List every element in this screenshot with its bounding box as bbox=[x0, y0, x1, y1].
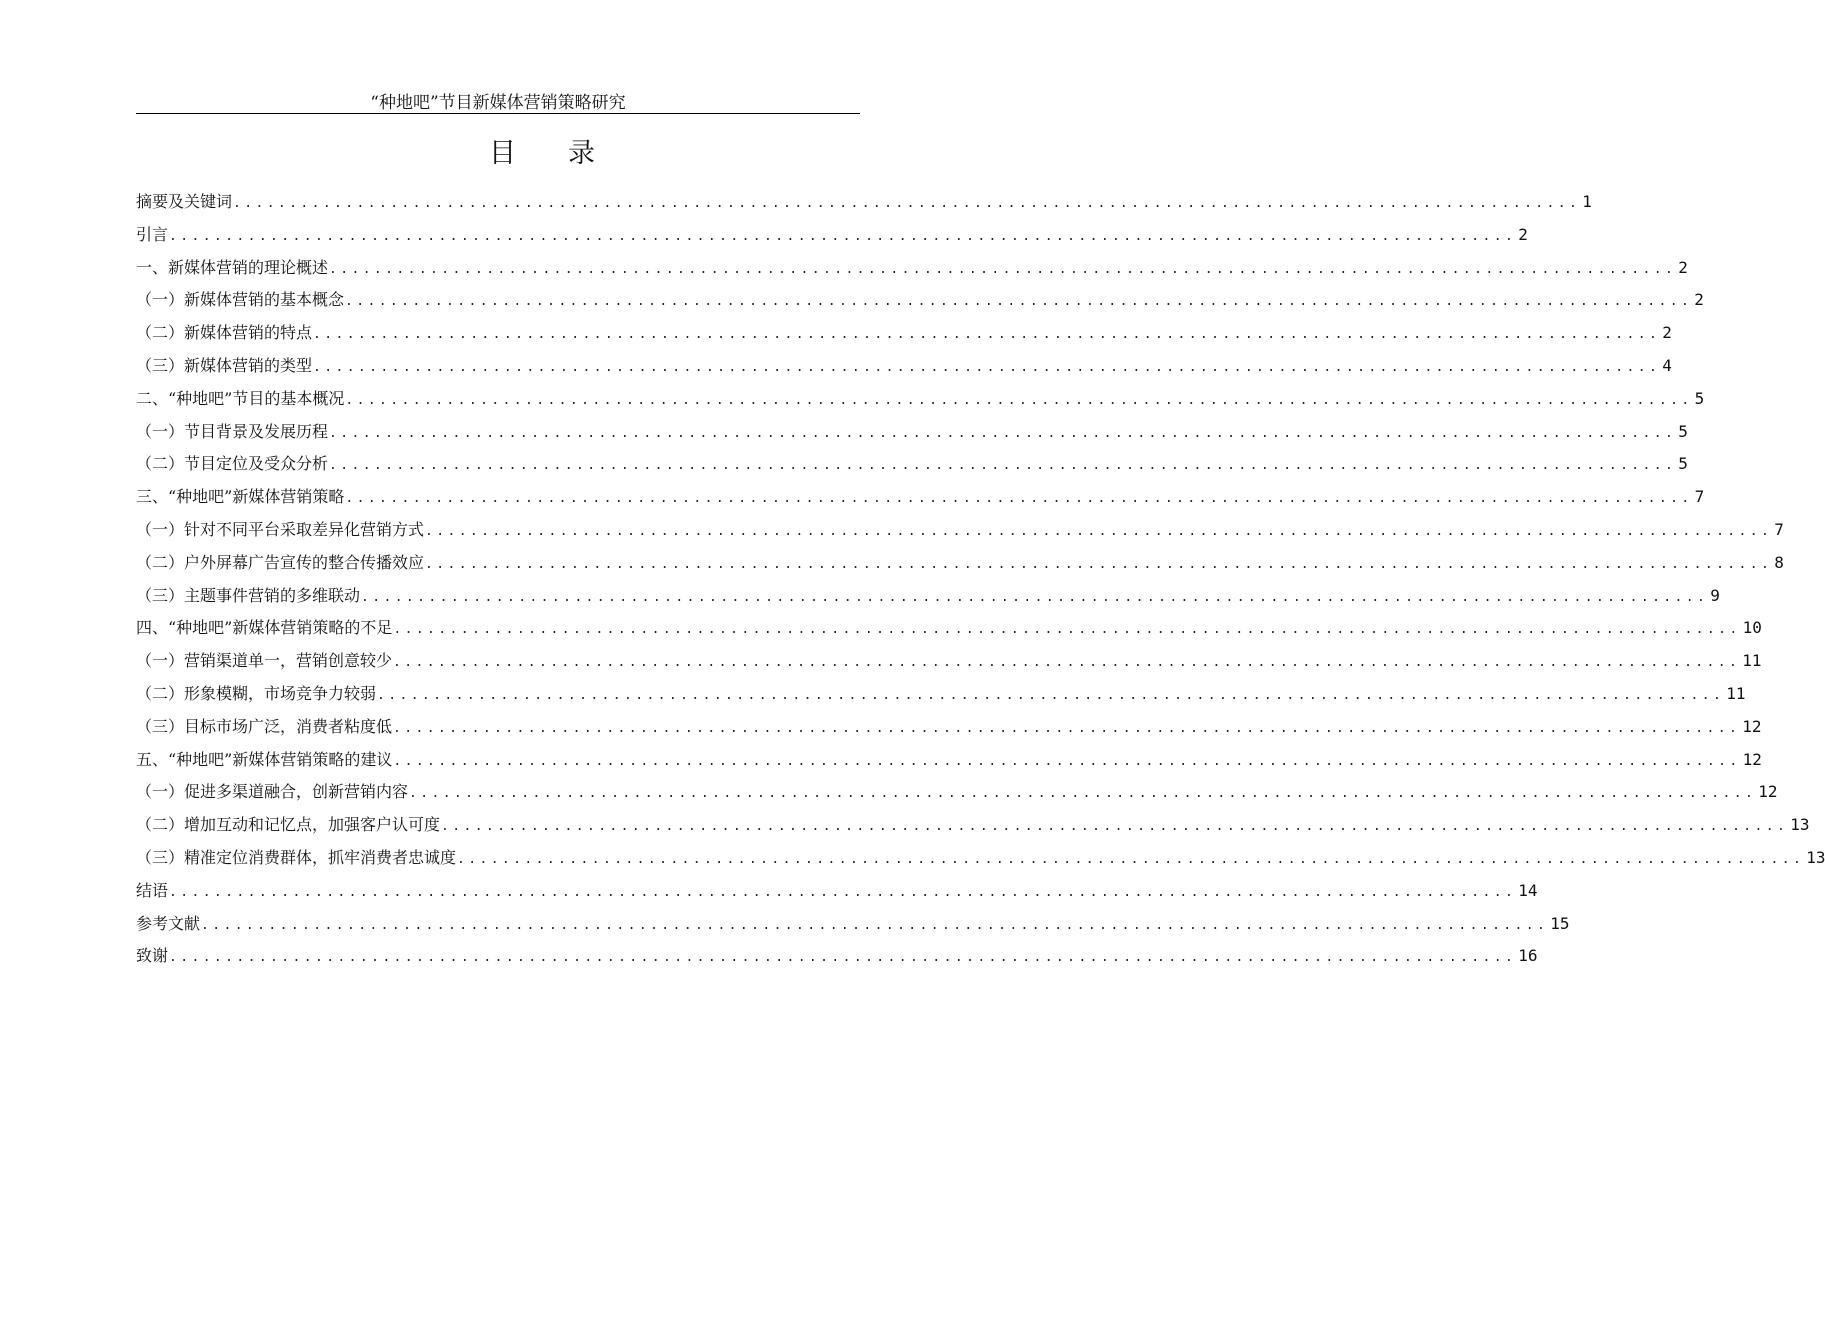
toc-entry[interactable] bbox=[136, 580, 1720, 613]
toc-title-left: 目 bbox=[489, 138, 516, 169]
toc-entry[interactable] bbox=[136, 612, 1762, 645]
toc-dot-leader: ........................................................................................................................ bbox=[169, 950, 1517, 966]
toc-dot-leader: ........................................................................................................................ bbox=[457, 851, 1805, 867]
toc-entry-label: （一）营销渠道单一，营销创意较少 bbox=[136, 651, 393, 671]
toc-entry[interactable] bbox=[136, 678, 1746, 711]
toc-entry-page: 2 bbox=[1518, 224, 1528, 244]
toc-entry-page: 5 bbox=[1694, 388, 1705, 408]
toc-entry-label: （二）户外屏幕广告宣传的整合传播效应 bbox=[136, 552, 425, 572]
toc-entry-page: 14 bbox=[1518, 880, 1538, 900]
toc-entry-label: （二）增加互动和记忆点，加强客户认可度 bbox=[136, 815, 441, 835]
toc-entry-label: （三）目标市场广泛，消费者粘度低 bbox=[136, 716, 393, 736]
running-header: “种地吧”节目新媒体营销策略研究 bbox=[370, 93, 626, 113]
toc-entry-page: 4 bbox=[1662, 355, 1672, 375]
toc-dot-leader: ........................................................................................................................ bbox=[345, 294, 1693, 310]
toc-entry-label: （一）针对不同平台采取差异化营销方式 bbox=[136, 519, 425, 539]
toc-entry[interactable] bbox=[136, 711, 1762, 744]
toc-entry-label: 引言 bbox=[136, 224, 169, 244]
toc-dot-leader: ........................................................................................................................ bbox=[233, 196, 1581, 211]
toc-entry-label: 二、“种地吧”节目的基本概况 bbox=[136, 388, 345, 408]
toc-entry-label: （三）主题事件营销的多维联动 bbox=[136, 585, 361, 605]
toc-entry[interactable] bbox=[136, 350, 1672, 383]
toc-list bbox=[136, 186, 1825, 973]
toc-dot-leader: ........................................................................................................................ bbox=[345, 392, 1693, 408]
toc-entry[interactable] bbox=[136, 514, 1784, 547]
toc-dot-leader: ........................................................................................................................ bbox=[329, 425, 1677, 441]
toc-entry-label: 三、“种地吧”新媒体营销策略 bbox=[136, 487, 345, 507]
toc-entry[interactable] bbox=[136, 219, 1528, 252]
toc-entry[interactable] bbox=[136, 547, 1784, 580]
toc-entry[interactable] bbox=[136, 645, 1762, 678]
toc-entry[interactable] bbox=[136, 809, 1810, 842]
toc-entry-page: 7 bbox=[1774, 519, 1784, 539]
toc-entry-page: 8 bbox=[1774, 552, 1784, 572]
toc-entry-page: 5 bbox=[1678, 454, 1688, 474]
toc-entry-page: 11 bbox=[1742, 651, 1762, 671]
toc-dot-leader: ........................................................................................................................ bbox=[345, 491, 1693, 507]
toc-dot-leader: ........................................................................................................................ bbox=[393, 655, 1741, 671]
toc-entry[interactable] bbox=[136, 416, 1688, 449]
toc-title-right: 录 bbox=[568, 138, 595, 169]
toc-entry[interactable] bbox=[136, 186, 1592, 219]
header-rule bbox=[136, 113, 860, 114]
toc-entry-page: 16 bbox=[1518, 946, 1538, 966]
toc-entry-label: 五、“种地吧”新媒体营销策略的建议 bbox=[136, 749, 393, 769]
toc-entry-label: （一）促进多渠道融合，创新营销内容 bbox=[136, 782, 409, 802]
toc-dot-leader: ........................................................................................................................ bbox=[393, 622, 1741, 638]
toc-entry-page: 10 bbox=[1742, 618, 1762, 638]
toc-entry-page: 2 bbox=[1662, 323, 1672, 343]
toc-dot-leader: ........................................................................................................................ bbox=[393, 753, 1741, 769]
toc-entry-page: 5 bbox=[1678, 421, 1688, 441]
toc-dot-leader: ........................................................................................................................ bbox=[329, 261, 1677, 277]
toc-dot-leader: ........................................................................................................................ bbox=[441, 819, 1789, 835]
toc-entry-page: 7 bbox=[1694, 487, 1705, 507]
toc-dot-leader: ........................................................................................................................ bbox=[393, 720, 1741, 736]
toc-entry-page: 11 bbox=[1726, 683, 1746, 703]
toc-entry[interactable] bbox=[136, 908, 1570, 941]
toc-entry-page: 2 bbox=[1678, 257, 1688, 277]
toc-entry[interactable] bbox=[136, 481, 1705, 514]
toc-entry[interactable] bbox=[136, 776, 1778, 809]
toc-entry-page: 12 bbox=[1742, 716, 1762, 736]
toc-entry[interactable] bbox=[136, 842, 1825, 875]
toc-entry-page: 2 bbox=[1694, 290, 1704, 310]
toc-entry-page: 1 bbox=[1582, 192, 1592, 211]
toc-entry-label: （一）节目背景及发展历程 bbox=[136, 421, 329, 441]
toc-dot-leader: ........................................................................................................................ bbox=[313, 359, 1661, 375]
toc-title bbox=[136, 136, 948, 172]
toc-dot-leader: ........................................................................................................................ bbox=[361, 589, 1709, 605]
toc-dot-leader: ........................................................................................................................ bbox=[201, 917, 1549, 933]
toc-entry-label: （二）新媒体营销的特点 bbox=[136, 323, 313, 343]
toc-dot-leader: ........................................................................................................................ bbox=[329, 458, 1677, 474]
toc-entry-page: 9 bbox=[1710, 585, 1720, 605]
toc-entry-page: 13 bbox=[1790, 815, 1810, 835]
toc-entry-label: 一、新媒体营销的理论概述 bbox=[136, 257, 329, 277]
toc-dot-leader: ........................................................................................................................ bbox=[425, 556, 1773, 572]
toc-entry[interactable] bbox=[136, 284, 1704, 317]
toc-dot-leader: ........................................................................................................................ bbox=[425, 523, 1773, 539]
toc-entry-label: 四、“种地吧”新媒体营销策略的不足 bbox=[136, 618, 393, 638]
toc-entry-page: 15 bbox=[1550, 913, 1570, 933]
toc-entry-page: 12 bbox=[1742, 749, 1762, 769]
toc-entry[interactable] bbox=[136, 383, 1705, 416]
toc-entry-label: （三）新媒体营销的类型 bbox=[136, 355, 313, 375]
toc-entry-label: 摘要及关键词 bbox=[136, 192, 233, 211]
toc-entry-label: 结语 bbox=[136, 880, 169, 900]
toc-entry-label: （二）节目定位及受众分析 bbox=[136, 454, 329, 474]
toc-dot-leader: ........................................................................................................................ bbox=[409, 786, 1757, 802]
toc-entry[interactable] bbox=[136, 875, 1538, 908]
toc-entry-label: 致谢 bbox=[136, 946, 169, 966]
toc-dot-leader: ........................................................................................................................ bbox=[377, 687, 1725, 703]
toc-entry-label: （一）新媒体营销的基本概念 bbox=[136, 290, 345, 310]
toc-dot-leader: ........................................................................................................................ bbox=[169, 884, 1517, 900]
toc-entry-label: （二）形象模糊，市场竞争力较弱 bbox=[136, 683, 377, 703]
toc-entry-label: （三）精准定位消费群体，抓牢消费者忠诚度 bbox=[136, 847, 457, 867]
toc-entry[interactable] bbox=[136, 448, 1688, 481]
toc-entry[interactable] bbox=[136, 317, 1672, 350]
toc-entry[interactable] bbox=[136, 744, 1762, 777]
toc-dot-leader: ........................................................................................................................ bbox=[169, 228, 1517, 244]
toc-entry-page: 12 bbox=[1758, 782, 1778, 802]
toc-entry[interactable] bbox=[136, 252, 1688, 285]
toc-entry-label: 参考文献 bbox=[136, 913, 201, 933]
toc-entry[interactable] bbox=[136, 940, 1538, 973]
toc-dot-leader: ........................................................................................................................ bbox=[313, 327, 1661, 343]
toc-entry-page: 13 bbox=[1806, 847, 1825, 867]
